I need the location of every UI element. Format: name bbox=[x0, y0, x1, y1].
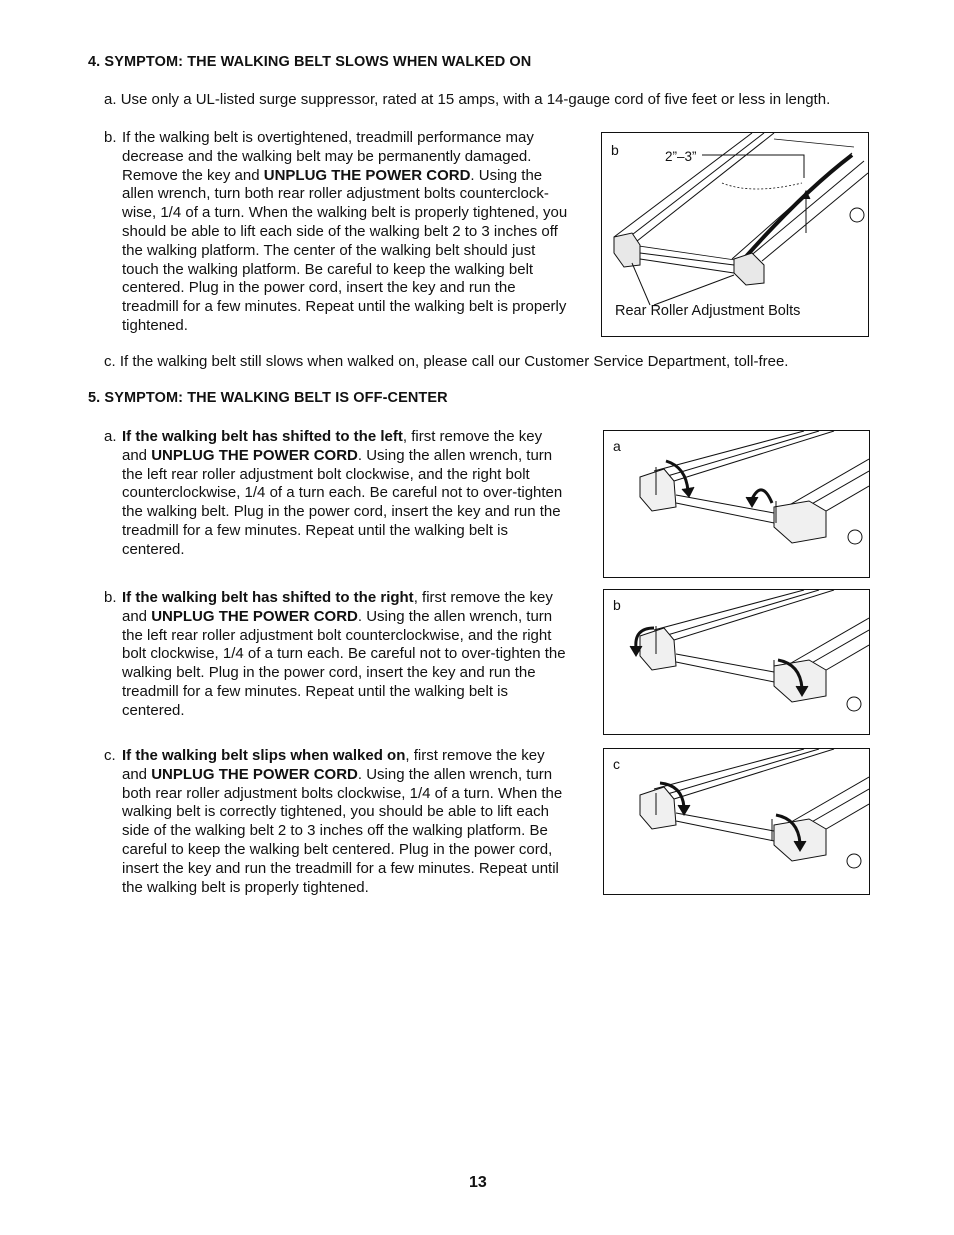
item-text: , first remove the key and bbox=[122, 428, 543, 464]
condition-lead: If the walking belt slips when walked on bbox=[122, 747, 406, 764]
sec5-item-b bbox=[122, 589, 570, 721]
unplug-warning: UNPLUG THE POWER CORD bbox=[151, 446, 358, 464]
item-text: . Using the allen wrench, turn the left rear roller adjustment bolt counterclockwise, and the right bolt clockwise, 1/4 of a turn each. Be careful not to over-tighten the walking belt. Plug in the power cord, insert the key and run the treadmill for a few minutes. Repeat until the walking belt is centered. bbox=[122, 607, 566, 719]
item-text: Use only a UL-listed surge suppressor, rated at 15 amps, with a 14-gauge cord of five feet or less in length. bbox=[120, 91, 831, 108]
list-marker: a. bbox=[104, 91, 117, 108]
belt-tension-figure bbox=[601, 132, 869, 337]
sec5-item-c bbox=[122, 747, 570, 897]
sec4-item-b bbox=[122, 129, 572, 336]
sec5-item-a bbox=[122, 428, 570, 560]
figure-caption: Rear Roller Adjustment Bolts bbox=[615, 303, 801, 319]
page-number: 13 bbox=[469, 1174, 487, 1191]
belt-slips-figure bbox=[603, 748, 870, 895]
shifted-left-figure bbox=[603, 430, 870, 578]
deck-rear-illustration bbox=[604, 749, 869, 894]
item-text: , first remove the key and bbox=[122, 747, 545, 783]
list-marker: c. bbox=[104, 353, 116, 370]
list-marker: c. bbox=[104, 747, 116, 764]
section-5-heading: 5. SYMPTOM: THE WALKING BELT IS OFF-CENTER bbox=[88, 390, 448, 406]
item-text: , first remove the key and bbox=[122, 589, 553, 625]
list-marker: b. bbox=[104, 129, 117, 146]
sec4-item-a bbox=[104, 91, 894, 110]
condition-lead: If the walking belt has shifted to the right bbox=[122, 589, 414, 606]
figure-letter: b bbox=[611, 142, 619, 158]
list-marker: a. bbox=[104, 428, 117, 445]
belt-lift-dimension: 2”–3” bbox=[665, 149, 697, 164]
section-4-heading: 4. SYMPTOM: THE WALKING BELT SLOWS WHEN WALKED ON bbox=[88, 54, 532, 70]
sec4-item-c bbox=[104, 353, 894, 372]
item-text: . Using the allen wrench, turn both rear roller adjustment bolts clockwise, 1/4 of a turn. When the walking belt is correctly tightened, you should be able to lift each side of the walking belt 2 to 3 inches off the walking platform. Be careful to keep the walking belt centered. Plug in the power cord, insert the key and run the treadmill for a few minutes. Repeat until the walking belt is properly tightened. bbox=[122, 765, 563, 896]
figure-letter: c bbox=[613, 756, 620, 772]
item-text: . Using the allen wrench, turn both rear roller adjustment bolts counterclock-wise, 1/4 of a turn. When the walking belt is properly tightened, you should be able to lift each side of the walking belt 2 to 3 inches off the walking platform. The center of the walking belt should just touch the walking platform. Be careful to keep the walking belt centered. Plug in the power cord, insert the key and run the treadmill for a few minutes. Repeat until the walking belt is properly tightened. bbox=[122, 166, 568, 334]
item-text: . Using the allen wrench, turn the left rear roller adjustment bolt clockwise, and the right bolt counterclockwise, 1/4 of a turn each. Be careful not to over-tighten the walking belt. Plug in the power cord, insert the key and run the treadmill for a few minutes. Repeat until the walking belt is centered. bbox=[122, 446, 563, 558]
item-text: If the walking belt is overtightened, treadmill performance may decrease and the walking belt may be permanently damaged. Remove the key and bbox=[122, 129, 534, 184]
unplug-warning: UNPLUG THE POWER CORD bbox=[151, 765, 358, 783]
unplug-warning: UNPLUG THE POWER CORD bbox=[263, 166, 471, 184]
deck-rear-illustration bbox=[604, 590, 869, 734]
deck-rear-illustration bbox=[604, 431, 869, 577]
unplug-warning: UNPLUG THE POWER CORD bbox=[151, 607, 358, 625]
item-text: If the walking belt still slows when walked on, please call our Customer Service Department, toll-free. bbox=[119, 353, 789, 370]
condition-lead: If the walking belt has shifted to the left bbox=[122, 428, 403, 445]
shifted-right-figure bbox=[603, 589, 870, 735]
figure-letter: a bbox=[613, 438, 621, 454]
list-marker: b. bbox=[104, 589, 117, 606]
figure-letter: b bbox=[613, 597, 621, 613]
